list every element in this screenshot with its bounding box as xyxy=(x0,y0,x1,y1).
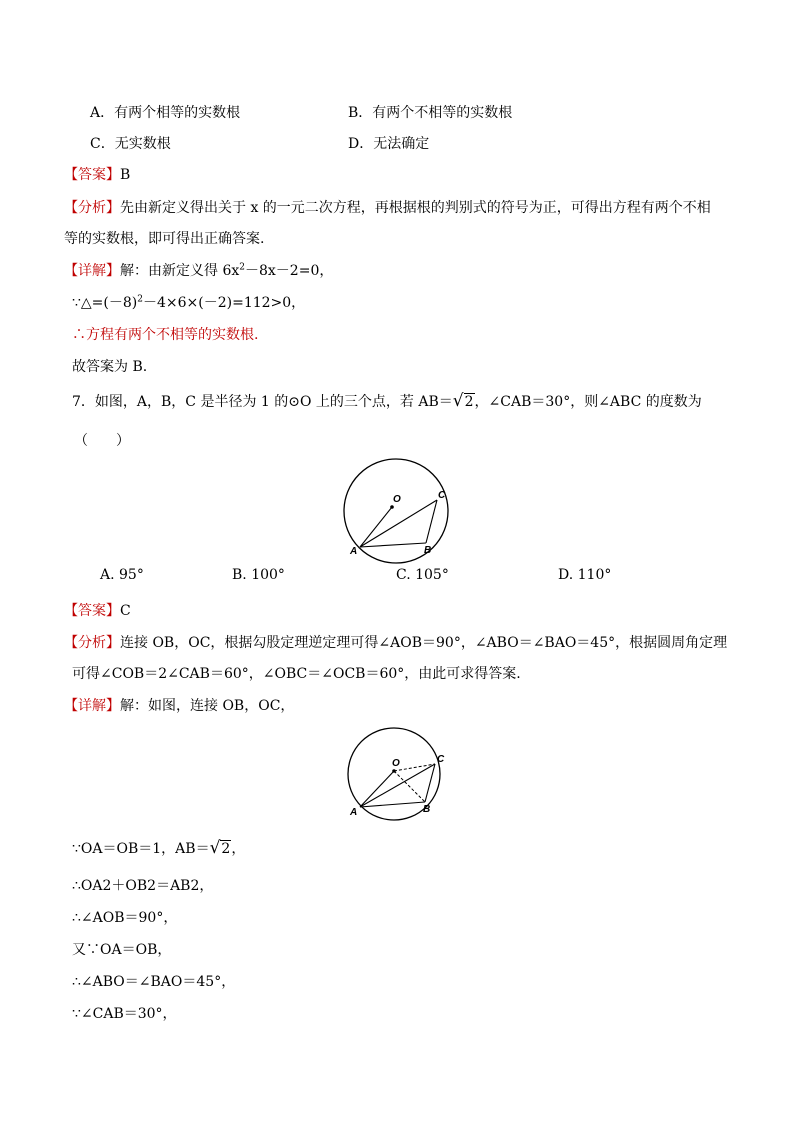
q6-detail-line2 xyxy=(72,292,305,312)
analysis-tag: 【分析】 xyxy=(64,200,120,216)
answer-value: B xyxy=(120,167,131,183)
q6-option-a: A．有两个相等的实数根 xyxy=(90,105,241,121)
step-text: ， xyxy=(231,841,246,857)
answer-tag: 【答案】 xyxy=(64,167,120,183)
q7-paren: （ ） xyxy=(74,433,130,449)
q6-detail-line4: 故答案为 B. xyxy=(72,359,148,375)
circle xyxy=(344,459,448,563)
segment-ab xyxy=(360,802,425,807)
sqrt-value: 2 xyxy=(464,394,474,410)
label-b: B xyxy=(424,545,432,556)
q7-step-6: ∵∠CAB＝30°， xyxy=(72,1006,177,1022)
q7-step-3: ∴∠AOB＝90°， xyxy=(72,910,178,926)
answer-value: C xyxy=(120,603,131,619)
q6-detail-line3: ∴方程有两个不相等的实数根. xyxy=(72,327,259,343)
q7-option-b: B. 100° xyxy=(232,567,285,583)
q7-option-c: C. 105° xyxy=(396,567,449,583)
exponent: 2 xyxy=(137,294,143,305)
q6-analysis-line2: 等的实数根，即可得出正确答案. xyxy=(64,231,265,247)
q7-answer xyxy=(64,600,131,620)
q7-stem xyxy=(72,391,702,411)
q7-step-2: ∴OA2＋OB2＝AB2， xyxy=(72,878,214,894)
q6-option-d: D．无法确定 xyxy=(348,136,430,152)
stem-text: 7．如图，A，B，C 是半径为 1 的⊙O 上的三个点，若 AB＝ xyxy=(72,394,453,410)
center-point xyxy=(392,769,396,773)
stem-text: ，∠CAB＝30°，则∠ABC 的度数为 xyxy=(474,394,702,410)
segment-bc xyxy=(426,500,437,543)
q6-option-c: C．无实数根 xyxy=(90,136,171,152)
circle-figure-with-construction xyxy=(340,726,456,822)
sqrt-symbol: √2 xyxy=(209,838,231,858)
label-b: B xyxy=(423,804,431,815)
detail-text: ∵△=(－8) xyxy=(72,295,138,311)
q6-detail-line1 xyxy=(64,260,333,280)
label-a: A xyxy=(350,807,358,818)
exponent: 2 xyxy=(239,262,245,273)
detail-tag: 【详解】 xyxy=(64,263,120,279)
label-a: A xyxy=(350,546,358,557)
segment-ac xyxy=(360,500,437,547)
segment-oa xyxy=(360,507,392,547)
detail-text: 解：由新定义得 6x xyxy=(120,263,240,279)
q6-answer xyxy=(64,164,130,184)
q7-option-d: D. 110° xyxy=(558,567,612,583)
q7-analysis-line1 xyxy=(64,632,727,652)
circle-figure xyxy=(336,455,460,565)
q7-step-5: ∴∠ABO＝∠BAO＝45°， xyxy=(72,974,236,990)
answer-tag: 【答案】 xyxy=(64,603,120,619)
q7-step-4: 又∵OA＝OB， xyxy=(72,942,172,958)
analysis-text: 先由新定义得出关于 x 的一元二次方程，再根据根的判别式的符号为正，可得出方程有两个不相 xyxy=(120,200,711,216)
center-point xyxy=(390,505,394,509)
detail-text: －4×6×(－2)=112>0， xyxy=(142,295,306,311)
step-text: ∵OA＝OB＝1，AB＝ xyxy=(72,841,210,857)
segment-ob-dashed xyxy=(394,771,425,802)
label-c: C xyxy=(437,754,445,765)
q7-option-a: A. 95° xyxy=(100,567,144,583)
detail-text: 解：如图，连接 OB，OC， xyxy=(120,698,295,714)
q7-step-1 xyxy=(72,838,245,858)
q6-option-b: B．有两个不相等的实数根 xyxy=(348,105,513,121)
q6-analysis-line1 xyxy=(64,197,711,217)
sqrt-value: 2 xyxy=(221,841,231,857)
analysis-text: 连接 OB，OC，根据勾股定理逆定理可得∠AOB＝90°，∠ABO＝∠BAO＝45°，根据圆周角定理 xyxy=(120,635,728,651)
segment-ab xyxy=(360,543,426,547)
q7-analysis-line2: 可得∠COB＝2∠CAB＝60°，∠OBC＝∠OCB＝60°，由此可求得答案. xyxy=(72,666,521,682)
analysis-tag: 【分析】 xyxy=(64,635,120,651)
label-o: O xyxy=(392,758,400,769)
segment-oa xyxy=(360,771,394,807)
sqrt-symbol: √2 xyxy=(452,391,474,411)
detail-tag: 【详解】 xyxy=(64,698,120,714)
label-c: C xyxy=(438,490,446,501)
detail-text: －8x－2=0， xyxy=(245,263,334,279)
q7-detail-intro xyxy=(64,695,294,715)
label-o: O xyxy=(393,494,401,505)
